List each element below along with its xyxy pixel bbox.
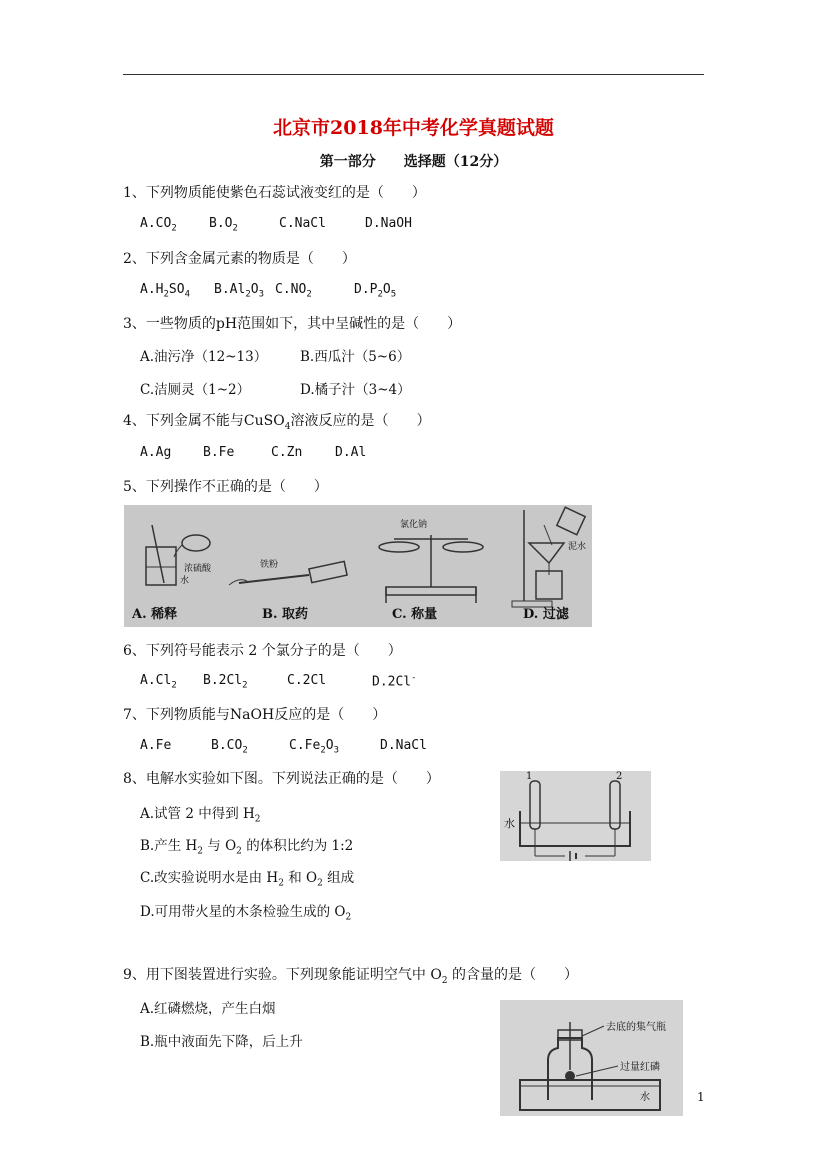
q5-label-c: C. 称量 [392,607,438,622]
q4-option-c[interactable]: C.Zn [271,445,303,460]
q9-apparatus-figure [500,1000,683,1116]
section-heading: 第一部分 选择题（12分） [319,154,508,170]
q7-option-b[interactable]: $B.CO_2$ [211,738,248,756]
q3-option-a[interactable]: A.油污净（12~13） [140,349,268,365]
q7-option-c[interactable]: $C.Fe_2O_3$ [289,738,339,756]
q8-option-c[interactable]: C.改实验说明水是由 $H_2$ 和 $O_2$ 组成 [140,870,355,889]
q4-option-a[interactable]: A.Ag [140,445,172,460]
question-2-stem: 2、下列含金属元素的物质是（ ） [123,251,356,267]
q4-option-b[interactable]: B.Fe [203,445,235,460]
header-rule [123,74,704,75]
question-7-stem: 7、下列物质能与NaOH反应的是（ ） [123,707,387,723]
question-5-stem: 5、下列操作不正确的是（ ） [123,479,328,495]
q2-option-d[interactable]: $D.P_2O_5$ [354,282,397,300]
question-1-stem: 1、下列物质能使紫色石蕊试液变红的是（ ） [123,185,426,201]
q9-water-label: 水 [640,1092,650,1103]
question-8-stem: 8、电解水实验如下图。下列说法正确的是（ ） [123,771,440,787]
q5-text-iron: 铁粉 [260,560,279,570]
q3-option-d[interactable]: D.橘子汁（3~4） [300,382,411,398]
q1-option-b[interactable]: $B.O_2$ [209,216,238,234]
q8-tube-2-label: 2 [616,771,623,782]
q9-bottle-label: 去底的集气瓶 [606,1022,666,1033]
q1-option-d[interactable]: D.NaOH [365,216,412,231]
q3-option-c[interactable]: C.洁厕灵（1~2） [140,382,251,398]
q1-option-c[interactable]: C.NaCl [279,216,326,231]
q5-operations-figure [124,505,592,627]
q8-water-label: 水 [504,817,515,830]
q5-label-d: D. 过滤 [523,607,569,622]
q7-option-a[interactable]: A.Fe [140,738,172,753]
q5-text-water: 水 [180,576,190,586]
q6-option-c[interactable]: C.2Cl [287,673,327,688]
q9-phosphorus-label: 过量红磷 [620,1062,660,1073]
question-9-stem: 9、用下图装置进行实验。下列现象能证明空气中 $O_2$ 的含量的是（ ） [123,967,579,986]
question-3-stem: 3、一些物质的pH范围如下，其中呈碱性的是（ ） [123,316,462,332]
q8-option-b[interactable]: B.产生 $H_2$ 与 $O_2$ 的体积比约为 1:2 [140,838,354,857]
page-title: 北京市2018年中考化学真题试题 [273,117,554,139]
q5-text-muddy-water: 泥水 [568,542,587,552]
q5-label-a: A. 稀释 [132,607,178,622]
q2-option-a[interactable]: $A.H_2SO_4$ [140,282,190,300]
q8-figure-drawing [500,771,651,861]
question-6-stem: 6、下列符号能表示 2 个氯分子的是（ ） [123,643,402,659]
q8-electrolysis-figure [500,771,651,861]
q2-option-c[interactable]: $C.NO_2$ [275,282,312,300]
q5-text-acid: 浓硫酸 [184,564,212,574]
q6-option-d[interactable]: D.2Cl- [372,673,417,690]
q8-option-d[interactable]: D.可用带火星的木条检验生成的 $O_2$ [140,904,352,923]
q8-option-a[interactable]: A.试管 2 中得到 $H_2$ [140,806,261,825]
q1-option-a[interactable]: $A.CO_2$ [140,216,177,234]
question-4-stem: 4、下列金属不能与CuSO$_4$溶液反应的是（ ） [123,413,431,432]
q5-text-nacl: 氯化钠 [400,520,428,530]
q9-option-b[interactable]: B.瓶中液面先下降，后上升 [140,1034,303,1050]
q9-option-a[interactable]: A.红磷燃烧，产生白烟 [140,1001,276,1017]
q5-label-b: B. 取药 [262,607,309,622]
q7-option-d[interactable]: D.NaCl [380,738,427,753]
q6-option-b[interactable]: $B.2Cl_2$ [203,673,248,691]
q8-tube-1-label: 1 [526,771,533,782]
page-number: 1 [697,1090,705,1104]
q2-option-b[interactable]: $B.Al_2O_3$ [214,282,264,300]
q4-option-d[interactable]: D.Al [335,445,367,460]
q3-option-b[interactable]: B.西瓜汁（5~6） [300,349,411,365]
q6-option-a[interactable]: $A.Cl_2$ [140,673,177,691]
